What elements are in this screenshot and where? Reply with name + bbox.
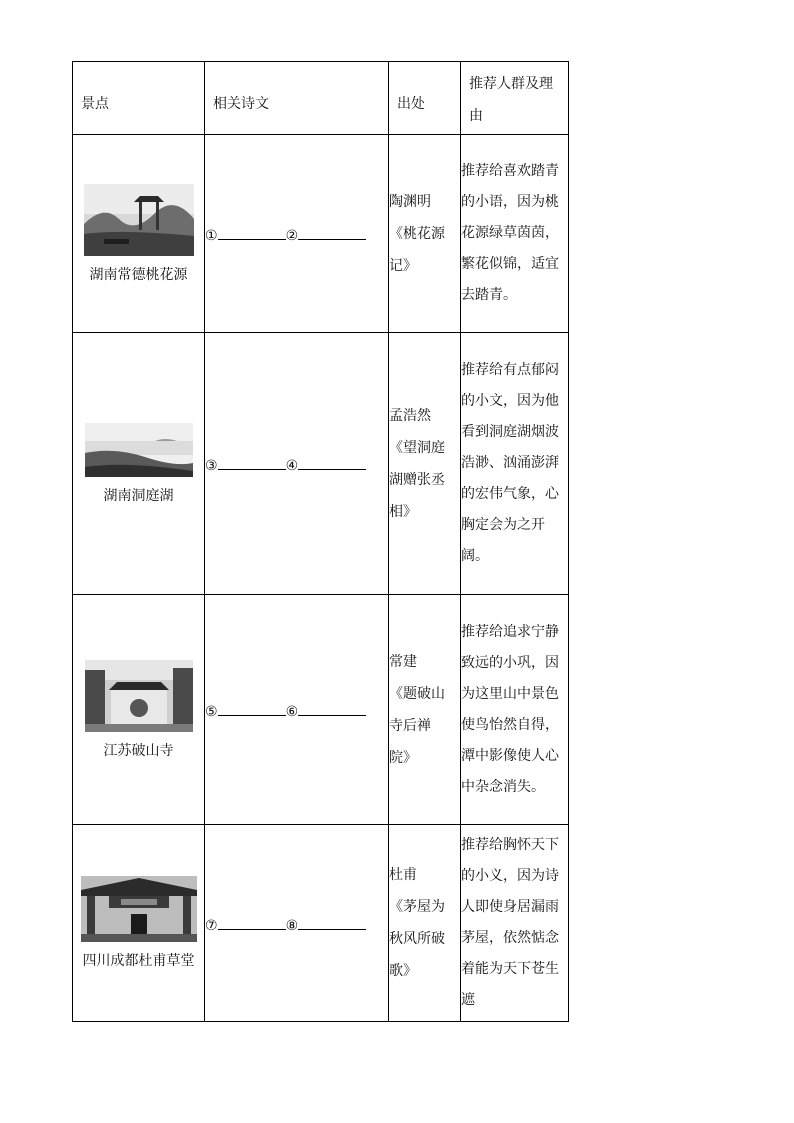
table-row <box>73 333 569 595</box>
blank-marker: ⑧ <box>285 917 299 934</box>
poem-blanks-cell <box>205 333 389 595</box>
answer-blank[interactable] <box>298 453 366 470</box>
header-poem: 相关诗文 <box>205 62 389 135</box>
reason-cell: 推荐给追求宁静致远的小巩，因为这里山中景色使鸟怡然自得，潭中影像使人心中杂念消失。 <box>461 595 569 825</box>
blank-marker: ① <box>205 228 218 244</box>
source-cell: 孟浩然 《望洞庭 湖赠张丞 相》 <box>389 333 461 595</box>
spot-cell <box>73 825 205 1022</box>
header-recommend: 推荐人群及理由 <box>461 62 569 135</box>
spot-cell <box>73 595 205 825</box>
spot-name: 湖南洞庭湖 <box>103 487 174 504</box>
blank-marker: ⑥ <box>285 704 299 720</box>
answer-blank[interactable] <box>218 223 286 240</box>
poem-blanks-cell <box>205 825 389 1022</box>
spot-cell <box>73 333 205 595</box>
header-source: 出处 <box>389 62 461 135</box>
spot-cell <box>73 135 205 333</box>
table-row <box>73 595 569 825</box>
blank-marker: ⑦ <box>205 917 218 934</box>
blank-marker: ③ <box>205 458 218 474</box>
answer-blank[interactable] <box>298 699 366 716</box>
table-row <box>73 135 569 333</box>
reason-cell: 推荐给喜欢踏青的小语，因为桃花源绿草茵茵，繁花似锦，适宜去踏青。 <box>461 135 569 333</box>
answer-blank[interactable] <box>218 699 286 716</box>
header-spot: 景点 <box>73 62 205 135</box>
scenic-spot-table <box>72 61 569 1022</box>
blank-marker: ⑤ <box>205 704 218 720</box>
spot-name: 四川成都杜甫草堂 <box>82 953 195 969</box>
spot-photo <box>85 423 193 477</box>
poem-blanks-cell <box>205 135 389 333</box>
blank-marker: ② <box>285 228 299 244</box>
spot-photo <box>81 876 197 942</box>
answer-blank[interactable] <box>218 913 286 930</box>
reason-cell: 推荐给有点郁闷的小文，因为他看到洞庭湖烟波浩渺、汹涌澎湃的宏伟气象，心胸定会为之开阔。 <box>461 333 569 595</box>
table-row <box>73 825 569 1022</box>
spot-name: 湖南常德桃花源 <box>89 266 188 283</box>
answer-blank[interactable] <box>298 223 366 240</box>
spot-photo <box>85 660 193 732</box>
header-row <box>73 62 569 135</box>
poem-blanks-cell <box>205 595 389 825</box>
reason-cell: 推荐给胸怀天下的小义，因为诗人即使身居漏雨茅屋，依然惦念着能为天下苍生遮 <box>461 825 569 1022</box>
spot-photo <box>84 184 194 256</box>
answer-blank[interactable] <box>298 913 366 930</box>
source-cell: 杜甫 《茅屋为 秋风所破 歌》 <box>389 825 461 1022</box>
source-cell: 陶渊明 《桃花源 记》 <box>389 135 461 333</box>
blank-marker: ④ <box>285 458 299 474</box>
answer-blank[interactable] <box>218 453 286 470</box>
spot-name: 江苏破山寺 <box>103 742 174 759</box>
source-cell: 常建 《题破山 寺后禅 院》 <box>389 595 461 825</box>
